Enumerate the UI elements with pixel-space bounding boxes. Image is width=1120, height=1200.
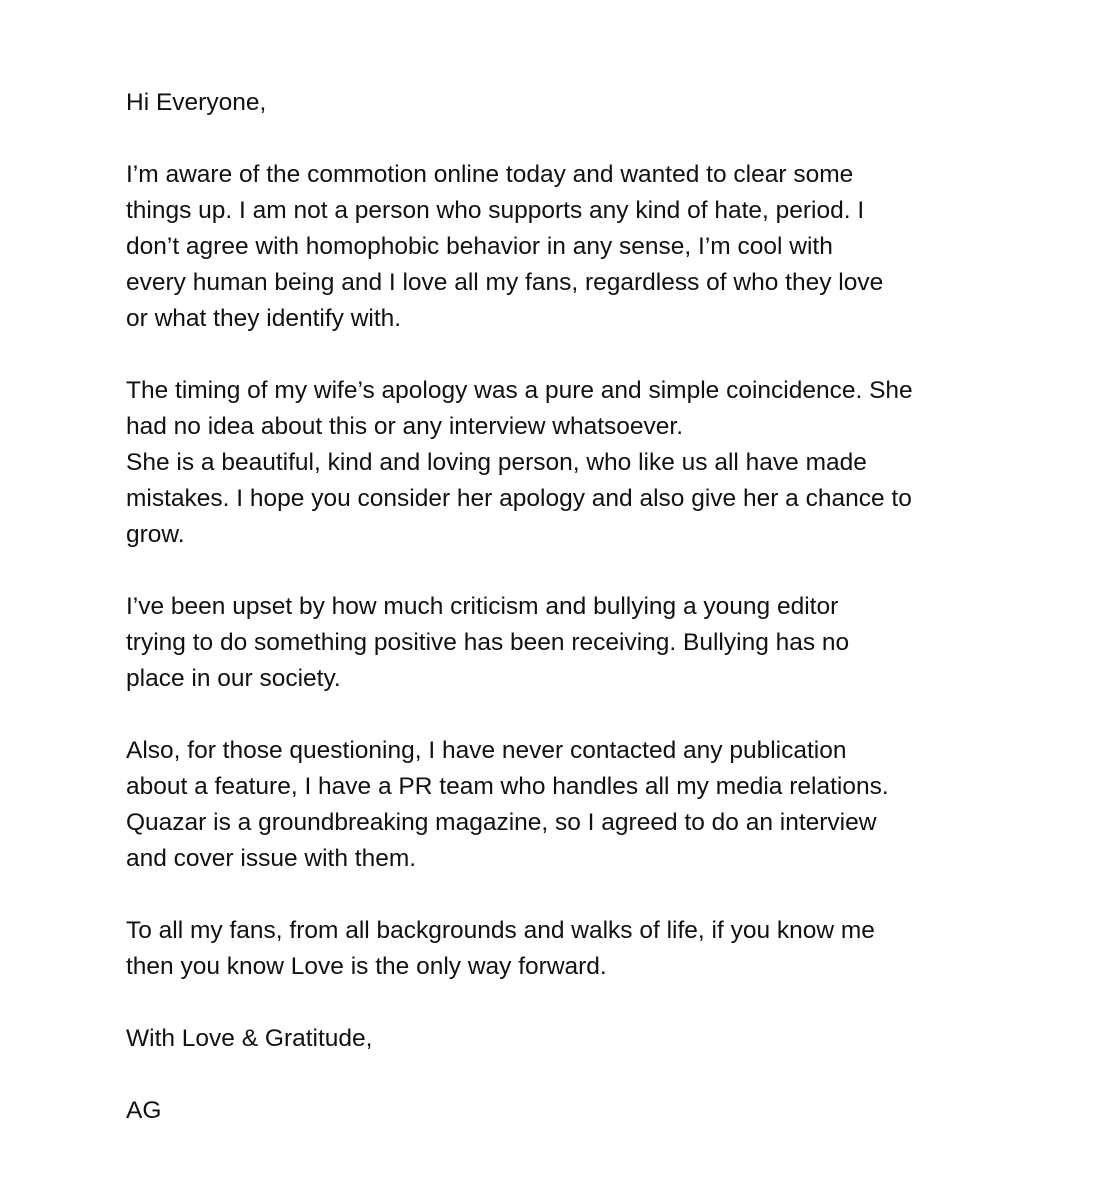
paragraph-line: every human being and I love all my fans, regardless of who they love [126, 269, 884, 296]
paragraph-line: trying to do something positive has been receiving. Bullying has no [126, 629, 850, 656]
paragraph-line: place in our society. [126, 665, 341, 692]
paragraph-gap [126, 553, 1026, 589]
paragraph-line: To all my fans, from all backgrounds and walks of life, if you know me [126, 917, 875, 944]
paragraph-line: things up. I am not a person who supports any kind of hate, period. I [126, 197, 865, 224]
paragraph-wife-apology [126, 373, 1026, 553]
paragraph-line: had no idea about this or any interview whatsoever. [126, 413, 684, 440]
paragraph-line: don’t agree with homophobic behavior in any sense, I’m cool with [126, 233, 833, 260]
paragraph-line: She is a beautiful, kind and loving person, who like us all have made [126, 449, 867, 476]
paragraph-line: The timing of my wife’s apology was a pure and simple coincidence. She [126, 377, 913, 404]
paragraph-line: then you know Love is the only way forward. [126, 953, 607, 980]
paragraph-line: about a feature, I have a PR team who handles all my media relations. [126, 773, 889, 800]
paragraph-gap [126, 1057, 1026, 1093]
paragraph-line: I’ve been upset by how much criticism and bullying a young editor [126, 593, 839, 620]
paragraph-awareness [126, 157, 1026, 337]
paragraph-line: grow. [126, 521, 185, 548]
paragraph-line: mistakes. I hope you consider her apology and also give her a chance to [126, 485, 912, 512]
signature: AG [126, 1097, 162, 1124]
paragraph-gap [126, 121, 1026, 157]
paragraph-publication [126, 733, 1026, 877]
greeting: Hi Everyone, [126, 89, 267, 116]
paragraph-line: Also, for those questioning, I have never contacted any publication [126, 737, 847, 764]
paragraph-line: Quazar is a groundbreaking magazine, so I agreed to do an interview [126, 809, 877, 836]
paragraph-gap [126, 337, 1026, 373]
closing: With Love & Gratitude, [126, 1025, 373, 1052]
paragraph-gap [126, 985, 1026, 1021]
paragraph-fans [126, 913, 1026, 985]
paragraph-line: I’m aware of the commotion online today and wanted to clear some [126, 161, 854, 188]
paragraph-line: or what they identify with. [126, 305, 402, 332]
letter-document [126, 85, 1026, 1129]
paragraph-gap [126, 877, 1026, 913]
paragraph-gap [126, 697, 1026, 733]
paragraph-bullying [126, 589, 1026, 697]
paragraph-line: and cover issue with them. [126, 845, 417, 872]
